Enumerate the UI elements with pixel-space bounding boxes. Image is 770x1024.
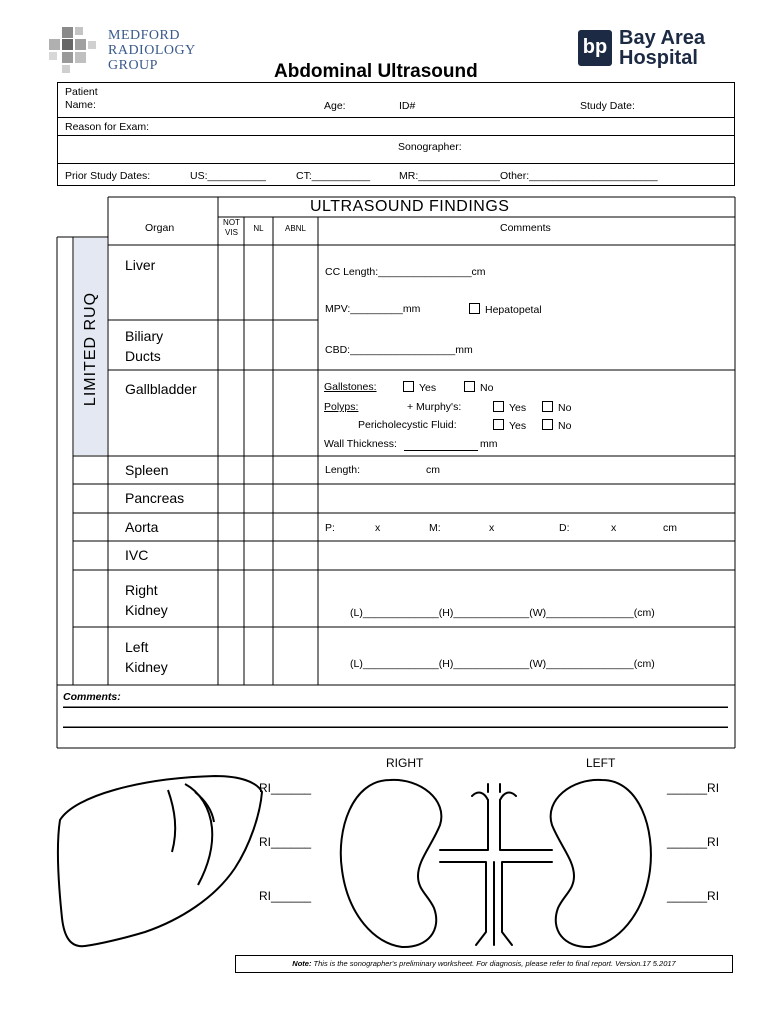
organ-biliary-ducts: Biliary Ducts [125,328,164,364]
patient-name-label: Patient Name: [65,86,98,111]
liver-outline-icon [58,776,262,946]
sonographer-label: Sonographer: [398,141,462,153]
aorta-d-label: D: [559,522,570,534]
footer-note-text: This is the sonographer's preliminary worksheet. For diagnosis, please refer to final report. Version.17 5.2017 [311,959,676,968]
yes-label: Yes [509,402,527,414]
footer-note [235,955,733,973]
ri-field-right[interactable]: ______RI [667,835,720,849]
medford-logo-line: RADIOLOGY [108,43,196,58]
right-label: RIGHT [386,756,424,770]
liver-cc-length-field[interactable]: CC Length:________________cm [325,266,486,278]
polyps-label: Polyps: [324,401,359,413]
aorta-x-label: x [611,522,617,534]
mr-other-field[interactable]: MR:______________Other:______________________ [399,170,658,182]
ri-field-right[interactable]: ______RI [667,781,720,795]
id-label: ID# [399,100,416,112]
column-comments: Comments [500,222,551,234]
bay-area-logo-line: Hospital [619,47,698,69]
comments-label: Comments: [63,691,121,703]
left-kidney-dimensions-field[interactable]: (L)_____________(H)_____________(W)_______________(cm) [350,658,655,670]
aorta-unit: cm [663,522,677,534]
cbd-field[interactable]: CBD:__________________mm [325,344,473,356]
limited-ruq-label: LIMITED RUQ [82,291,99,407]
organ-liver: Liver [125,257,156,273]
ri-field-left[interactable]: RI______ [259,889,312,903]
organ-right-kidney: Right Kidney [125,582,168,618]
organ-left-kidney: Left Kidney [125,639,168,675]
aorta-m-label: M: [429,522,441,534]
hepatopetal-label: Hepatopetal [485,304,542,316]
medford-logo-line: GROUP [108,58,158,73]
column-abnl: ABNL [285,224,306,233]
liver-mpv-field[interactable]: MPV:_________mm [325,303,421,315]
organ-ivc: IVC [125,547,149,563]
spleen-length-label: Length: [325,464,361,476]
bay-area-logo-mark-icon: bp [578,30,612,66]
organ-pancreas: Pancreas [125,490,185,506]
no-label: No [558,420,572,432]
aorta-p-label: P: [325,522,335,534]
ri-field-right[interactable]: ______RI [667,889,720,903]
no-label: No [480,382,494,394]
wall-thickness-unit: mm [480,438,498,450]
no-label: No [558,402,572,414]
wall-thickness-label: Wall Thickness: [324,438,397,450]
yes-label: Yes [419,382,437,394]
organ-aorta: Aorta [125,519,159,535]
ri-field-left[interactable]: RI______ [259,781,312,795]
aorta-x-label: x [375,522,381,534]
kidneys-aorta-outline-icon [341,780,651,947]
right-kidney-dimensions-field[interactable]: (L)_____________(H)_____________(W)_______________(cm) [350,607,655,619]
gallstones-label: Gallstones: [324,381,377,393]
page-title: Abdominal Ultrasound [274,61,478,82]
yes-label: Yes [509,420,527,432]
aorta-x-label: x [489,522,495,534]
footer-note-bold: Note: [292,959,312,968]
prior-study-dates-label: Prior Study Dates: [65,170,151,182]
murphys-label: + Murphy's: [407,401,462,413]
us-field[interactable]: US:__________ [190,170,266,182]
age-label: Age: [324,100,346,112]
ri-field-left[interactable]: RI______ [259,835,312,849]
ct-field[interactable]: CT:__________ [296,170,371,182]
spleen-length-unit: cm [426,464,440,476]
medford-logo-line: MEDFORD [108,28,180,43]
left-label: LEFT [586,756,616,770]
bay-area-logo-line: Bay Area [619,27,705,49]
column-nl: NL [253,224,264,233]
study-date-label: Study Date: [580,100,635,112]
organ-gallbladder: Gallbladder [125,381,197,397]
reason-for-exam-label: Reason for Exam: [65,121,150,133]
findings-title: ULTRASOUND FINDINGS [310,198,510,215]
column-organ: Organ [145,222,175,234]
organ-spleen: Spleen [125,462,169,478]
pericholecystic-label: Pericholecystic Fluid: [358,419,457,431]
column-not-vis: NOT VIS [223,218,240,237]
